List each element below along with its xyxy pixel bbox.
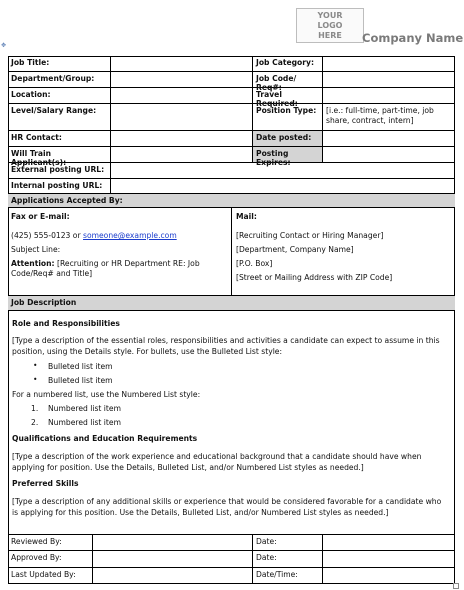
last-updated-by-label: Last Updated By: [11, 570, 76, 579]
mail-line-3: [P.O. Box] [236, 259, 273, 268]
email-link[interactable]: someone@example.com [83, 231, 177, 240]
job-code-field[interactable] [322, 72, 455, 87]
approved-date-label: Date: [252, 551, 322, 567]
job-description-heading-row [8, 296, 455, 311]
fax-email-label: Fax or E-mail: [11, 212, 70, 221]
date-posted-field[interactable] [322, 131, 455, 146]
info-row-hr-contact [8, 131, 455, 147]
job-description-heading: Job Description [11, 298, 77, 307]
preferred-skills-heading: Preferred Skills [12, 479, 79, 488]
table-resize-handle[interactable] [453, 583, 459, 589]
logo-text: YOUR LOGO HERE [317, 10, 343, 40]
reviewed-date-label: Date: [252, 535, 322, 550]
mail-line-2: [Department, Company Name] [236, 245, 354, 254]
mail-line-1: [Recruiting Contact or Hiring Manager] [236, 231, 384, 240]
updated-datetime-field[interactable] [322, 568, 455, 584]
applications-heading-row [8, 194, 455, 208]
job-description-body [8, 311, 455, 535]
approved-by-field[interactable] [92, 551, 252, 567]
info-row-department [8, 72, 455, 92]
job-category-label: Job Category: [252, 56, 322, 71]
last-updated-by-field[interactable] [92, 568, 252, 584]
table-move-handle-icon[interactable]: ✥ [1, 42, 7, 49]
updated-datetime-label: Date/Time: [252, 568, 322, 584]
info-row-location [8, 88, 455, 108]
approved-by-label: Approved By: [11, 553, 62, 562]
info-row-will-train [8, 147, 455, 167]
company-name: Company Name [362, 31, 464, 45]
numbered-item-2: Numbered list item [48, 418, 121, 427]
bullet-icon: • [33, 361, 38, 370]
date-posted-label: Date posted: [252, 131, 322, 146]
approved-date-field[interactable] [322, 551, 455, 567]
travel-required-label: Travel Required: [252, 88, 322, 103]
location-label: Location: [11, 90, 51, 99]
attention-label: Attention: [11, 259, 55, 268]
bullet-item-1: Bulleted list item [48, 362, 113, 371]
approval-row-approved [8, 551, 455, 568]
mail-line-4: [Street or Mailing Address with ZIP Code] [236, 273, 393, 282]
external-url-label: External posting URL: [11, 165, 105, 174]
level-salary-field[interactable] [110, 104, 252, 130]
subject-line: Subject Line: [11, 245, 61, 254]
qualifications-heading: Qualifications and Education Requirements [12, 434, 198, 443]
job-title-field[interactable] [110, 56, 252, 71]
approval-row-updated [8, 568, 455, 584]
posting-expires-label: Posting Expires: [252, 147, 322, 162]
travel-required-field[interactable] [322, 88, 455, 103]
internal-url-label: Internal posting URL: [11, 181, 103, 190]
approval-row-reviewed [8, 535, 455, 551]
qualifications-text: [Type a description of the work experience and educational background that a candidate should have when applying for position. Use the Details, Bulleted List, and/or Numbered List styles as needed.] [12, 452, 422, 472]
hr-contact-label: HR Contact: [11, 133, 62, 142]
will-train-field[interactable] [110, 147, 252, 162]
attention-value: [Recruiting or HR Department RE: Job Code/Req# and Title] [11, 259, 200, 278]
mail-label: Mail: [236, 212, 257, 221]
attention-line [11, 259, 226, 279]
position-type-label: Position Type: [252, 104, 322, 130]
info-row-external-url [8, 163, 455, 179]
posting-expires-field[interactable] [322, 147, 455, 162]
job-category-field[interactable] [322, 56, 455, 71]
phone-email-line [11, 231, 177, 240]
info-row-level-salary [8, 104, 455, 131]
will-train-label: Will Train Applicant(s): [11, 149, 67, 167]
number-marker-1: 1. [31, 404, 39, 413]
reviewed-date-field[interactable] [322, 535, 455, 550]
hr-contact-field[interactable] [110, 131, 252, 146]
roles-heading: Role and Responsibilities [12, 319, 120, 328]
numbered-item-1: Numbered list item [48, 404, 121, 413]
department-field[interactable] [110, 72, 252, 87]
location-field[interactable] [110, 88, 252, 103]
preferred-skills-text: [Type a description of any additional skills or experience that would be considered favorable for a candidate who is applying for this position. Use the Details, Bulleted List, and/or Numbered List styles as needed.] [12, 497, 442, 517]
numbered-intro: For a numbered list, use the Numbered List style: [12, 390, 201, 399]
info-row-internal-url [8, 179, 455, 194]
job-code-label: Job Code/ Req#: [252, 72, 322, 87]
company-logo-placeholder [296, 8, 364, 43]
bullet-item-2: Bulleted list item [48, 376, 113, 385]
fax-email-column [8, 208, 231, 295]
external-url-field[interactable] [110, 163, 455, 178]
level-salary-label: Level/Salary Range: [11, 106, 97, 115]
applications-heading: Applications Accepted By: [11, 196, 123, 205]
department-label: Department/Group: [11, 74, 95, 83]
applications-body [8, 208, 455, 296]
job-title-label: Job Title: [11, 58, 50, 67]
roles-text: [Type a description of the essential roles, responsibilities and activities a candidate can expect to assume in this position, using the Details style. For bullets, use the Bulleted List style: [12, 336, 440, 356]
internal-url-field[interactable] [110, 179, 455, 193]
mail-column [231, 208, 455, 295]
position-type-field[interactable]: [i.e.: full-time, part-time, job share, contract, intern] [322, 104, 455, 130]
reviewed-by-label: Reviewed By: [11, 537, 62, 546]
info-row-job-title [8, 56, 455, 72]
number-marker-2: 2. [31, 418, 39, 427]
phone-number: (425) 555-0123 or [11, 231, 83, 240]
bullet-icon: • [33, 375, 38, 384]
reviewed-by-field[interactable] [92, 535, 252, 550]
